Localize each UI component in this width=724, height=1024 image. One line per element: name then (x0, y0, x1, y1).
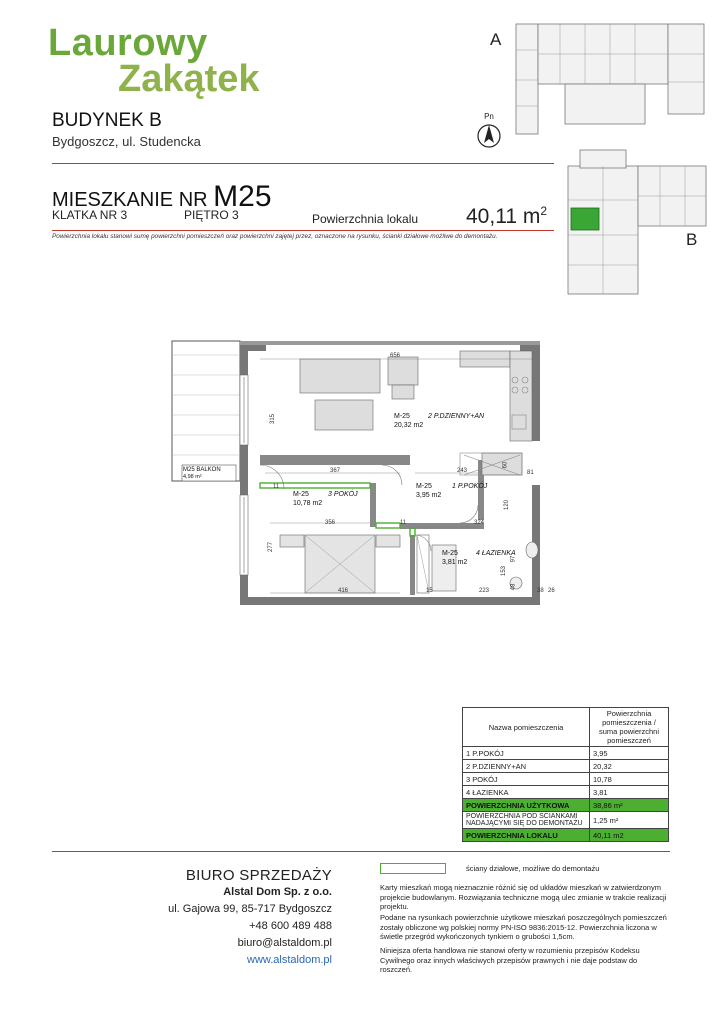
apartment-number: M25 (213, 180, 272, 213)
sales-website[interactable]: www.alstaldom.pl (247, 954, 332, 966)
table-cell: 2 P.DZIENNY+AN (463, 760, 590, 773)
table-cell: 1,25 m² (590, 812, 669, 829)
room4-area: 3,81 m2 (442, 559, 468, 566)
dim-277: 277 (268, 541, 275, 553)
footer-p3: Niniejsza oferta handlowa nie stanowi oferty w rozumieniu przepisów Kodeksu Cywilnego oraz innych właściwych przepisów prawnych i nie daje podstaw do roszczeń. (380, 946, 640, 974)
floor-plan (160, 335, 570, 620)
keyplan-drawing (510, 20, 710, 295)
room1-area: 3,95 m2 (416, 492, 442, 499)
dim-656: 656 (390, 353, 401, 359)
balcony-area: 4,98 m² (183, 474, 202, 480)
table-cell: 3 POKÓJ (463, 773, 590, 786)
balcony-label: M25 BALKON (183, 467, 221, 473)
table-header-area: Powierzchnia pomieszczenia / suma powierzchni pomieszczeń (590, 708, 669, 747)
klatka-label: KLATKA NR 3 (52, 208, 128, 222)
table-cell: 3,81 (590, 786, 669, 799)
table-cell: 3,95 (590, 747, 669, 760)
table-cell: 40,11 m2 (590, 829, 669, 842)
dim-243: 243 (457, 468, 468, 474)
room1-code: M-25 (416, 483, 432, 490)
north-label: Pn (484, 112, 494, 121)
dim-26: 26 (548, 588, 555, 594)
room2-area: 20,32 m2 (394, 422, 424, 429)
area-value (466, 204, 547, 229)
sales-phone[interactable]: +48 600 489 488 (249, 920, 332, 932)
table-cell: 20,32 (590, 760, 669, 773)
dim-38: 38 (537, 588, 544, 594)
table-row (463, 773, 669, 786)
building-address: Bydgoszcz, ul. Studencka (52, 134, 201, 149)
dim-60: 60 (502, 461, 509, 469)
apartment-label: MIESZKANIE NR (52, 189, 208, 211)
building-name: BUDYNEK B (52, 110, 162, 131)
table-row (463, 747, 669, 760)
logo-line1: Laurowy (48, 22, 208, 64)
table-row-scianki (463, 812, 669, 829)
room3-name: 3 POKÓJ (328, 491, 358, 498)
dim-416: 416 (338, 588, 349, 594)
divider-apartment (52, 230, 554, 231)
compass-icon (474, 121, 504, 151)
dim-356: 356 (325, 520, 336, 526)
rooms-table (462, 707, 669, 842)
divider-top (52, 163, 554, 164)
area-number: 40,11 m (466, 205, 541, 228)
legend-text: ściany działowe, możliwe do demontażu (466, 864, 600, 873)
dim-15: 15 (426, 588, 433, 594)
dim-120: 120 (504, 499, 511, 511)
logo-line2: Zakątek (118, 58, 260, 100)
sales-office (32, 867, 332, 969)
table-row-uzytkowa (463, 799, 669, 812)
footer-p1: Karty mieszkań mogą nieznacznie różnić się od układów mieszkań w zatwierdzonym projekcie budowlanym. Rozwiązania techniczne mogą ulec zmianie w trakcie realizacji projektu. (380, 883, 667, 911)
sales-company: Alstal Dom Sp. z o.o. (223, 886, 332, 898)
keyplan-letter-a: A (490, 30, 502, 49)
dim-81: 81 (527, 470, 534, 476)
footer-p2: Podane na rysunkach powierzchnie użytkowe mieszkań poszczególnych pomieszczeń zostały obliczone wg polskiej normy PN-ISO 9836:2015-12. Powierzchnia liczona w świetle przegród wykończonych tynkiem o grubości 1,5cm. (380, 913, 667, 941)
legend-swatch (380, 863, 446, 874)
table-cell: POWIERZCHNIA POD ŚCIANKAMI NADAJĄCYMI SIĘ DO DEMONTAŻU (463, 812, 590, 829)
table-row (463, 786, 669, 799)
table-cell: 38,86 m² (590, 799, 669, 812)
room1-name: 1 P.POKÓJ (452, 483, 488, 490)
table-header-name: Nazwa pomieszczenia (463, 708, 590, 747)
dim-324: 324 (474, 520, 485, 526)
dim-97: 97 (510, 555, 517, 563)
dim-48: 48 (510, 583, 517, 591)
room3-area: 10,78 m2 (293, 500, 323, 507)
dim-11a: 11 (273, 484, 280, 490)
table-row-lokalu (463, 829, 669, 842)
sales-email[interactable]: biuro@alstaldom.pl (237, 937, 332, 949)
room3-code: M-25 (293, 491, 309, 498)
dim-11b: 11 (400, 520, 407, 526)
north-arrow (474, 112, 504, 158)
area-unit-sup: 2 (540, 204, 548, 218)
table-cell: POWIERZCHNIA LOKALU (463, 829, 590, 842)
room4-code: M-25 (442, 550, 458, 557)
table-cell: 1 P.POKÓJ (463, 747, 590, 760)
keyplan-highlight (571, 208, 599, 230)
balcony-outline (172, 341, 240, 481)
dim-223: 223 (479, 588, 490, 594)
room2-code: M-25 (394, 413, 410, 420)
dim-367: 367 (330, 468, 341, 474)
area-note: Powierzchnia lokalu stanowi sumę powierzchni pomieszczeń oraz powierzchni zajętej przez, oznaczone na rysunku, ścianki działowe możliwe do demontażu. (52, 233, 498, 240)
keyplan-letter-b: B (686, 230, 698, 249)
pietro-label: PIĘTRO 3 (184, 208, 239, 222)
sales-street: ul. Gajowa 99, 85-717 Bydgoszcz (168, 903, 332, 915)
table-cell: POWIERZCHNIA UŻYTKOWA (463, 799, 590, 812)
room4-name: 4 ŁAZIENKA (476, 550, 516, 557)
sales-title: BIURO SPRZEDAŻY (185, 867, 332, 884)
divider-bottom (52, 851, 670, 852)
table-cell: 10,78 (590, 773, 669, 786)
dim-315: 315 (270, 413, 277, 425)
table-cell: 4 ŁAZIENKA (463, 786, 590, 799)
table-row (463, 760, 669, 773)
area-label: Powierzchnia lokalu (312, 212, 419, 226)
room2-name: 2 P.DZIENNY+AN (428, 413, 485, 420)
dim-153: 153 (501, 565, 508, 577)
